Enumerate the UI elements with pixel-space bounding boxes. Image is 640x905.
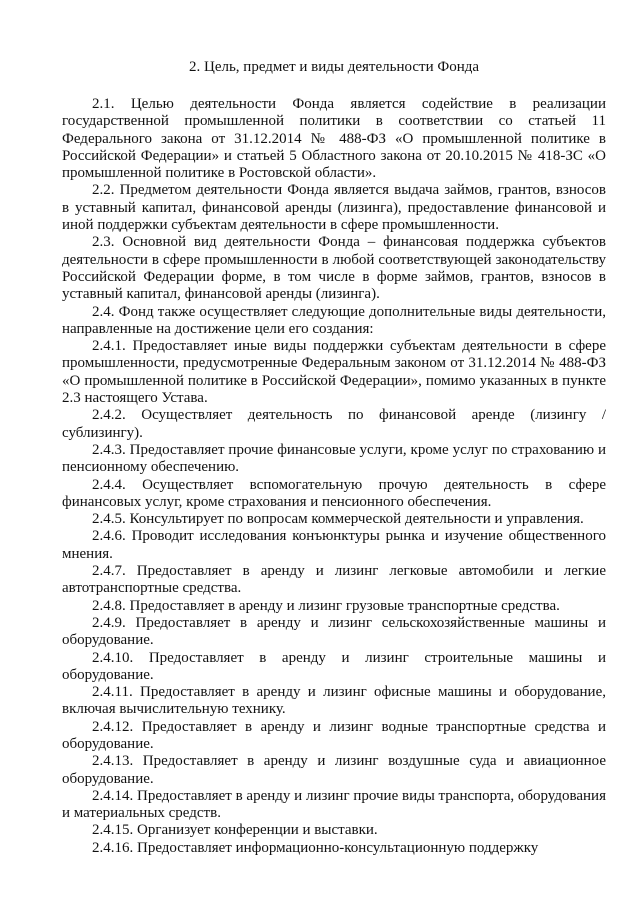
- paragraph-2-4-15: 2.4.15. Организует конференции и выставки.: [92, 822, 378, 839]
- paragraph-2-4-7: 2.4.7. Предоставляет в аренду и лизинг легковые автомобили и легкие автотранспортные средства.: [62, 563, 606, 597]
- paragraph-2-1: 2.1. Целью деятельности Фонда является содействие в реализации государственной промышленной политики в соответствии со статьей 11 Федерального закона от 31.12.2014 № 488-ФЗ «О промышленной политике в Российской Федерации» и статьей 5 Областного закона от 20.10.2015 № 418-ЗС «О промышленной политике в Ростовской области».: [62, 96, 606, 182]
- paragraph-2-4-13: 2.4.13. Предоставляет в аренду и лизинг воздушные суда и авиационное оборудование.: [62, 753, 606, 787]
- paragraph-2-4-1: 2.4.1. Предоставляет иные виды поддержки субъектам деятельности в сфере промышленности, предусмотренные Федеральным законом от 31.12.2014 № 488-ФЗ «О промышленной политике в Российской Федерации», помимо указанных в пункте 2.3 настоящего Устава.: [62, 338, 606, 407]
- paragraph-2-4-6: 2.4.6. Проводит исследования конъюнктуры рынка и изучение общественного мнения.: [62, 528, 606, 562]
- section-content: [62, 96, 606, 857]
- paragraph-2-2: 2.2. Предметом деятельности Фонда является выдача займов, грантов, взносов в уставный капитал, финансовой аренды (лизинга), предоставление финансовой и иной поддержки субъектам деятельности в сфере промышленности.: [62, 182, 606, 234]
- paragraph-2-3: 2.3. Основной вид деятельности Фонда – финансовая поддержка субъектов деятельности в сфере промышленности в любой соответствующей законодательству Российской Федерации форме, в том числе в форме займов, грантов, взносов в уставный капитал, финансовой аренды (лизинга).: [62, 234, 606, 303]
- paragraph-2-4-16: 2.4.16. Предоставляет информационно-консультационную поддержку: [92, 839, 539, 856]
- paragraph-2-4-3: 2.4.3. Предоставляет прочие финансовые услуги, кроме услуг по страхованию и пенсионному обеспечению.: [62, 441, 606, 476]
- paragraph-2-4-14: 2.4.14. Предоставляет в аренду и лизинг прочие виды транспорта, оборудования и материальных средств.: [62, 787, 606, 822]
- paragraph-2-4-9: 2.4.9. Предоставляет в аренду и лизинг сельскохозяйственные машины и оборудование.: [62, 614, 606, 649]
- paragraph-2-4-12: 2.4.12. Предоставляет в аренду и лизинг водные транспортные средства и оборудование.: [62, 718, 606, 752]
- paragraph-2-4-11: 2.4.11. Предоставляет в аренду и лизинг офисные машины и оборудование, включая вычислительную технику.: [62, 684, 606, 718]
- paragraph-2-4-5: 2.4.5. Консультирует по вопросам коммерческой деятельности и управления.: [92, 511, 584, 528]
- paragraph-2-4-10: 2.4.10. Предоставляет в аренду и лизинг строительные машины и оборудование.: [62, 649, 606, 683]
- section-title: 2. Цель, предмет и виды деятельности Фонда: [188, 59, 480, 75]
- paragraph-2-4-2: 2.4.2. Осуществляет деятельность по финансовой аренде (лизингу / сублизингу).: [62, 407, 606, 441]
- paragraph-2-4-8: 2.4.8. Предоставляет в аренду и лизинг грузовые транспортные средства.: [92, 597, 560, 614]
- paragraph-2-4: 2.4. Фонд также осуществляет следующие дополнительные виды деятельности, направленные на достижение цели его создания:: [62, 303, 606, 337]
- paragraph-2-4-4: 2.4.4. Осуществляет вспомогательную прочую деятельность в сфере финансовых услуг, кроме страхования и пенсионного обеспечения.: [62, 476, 606, 510]
